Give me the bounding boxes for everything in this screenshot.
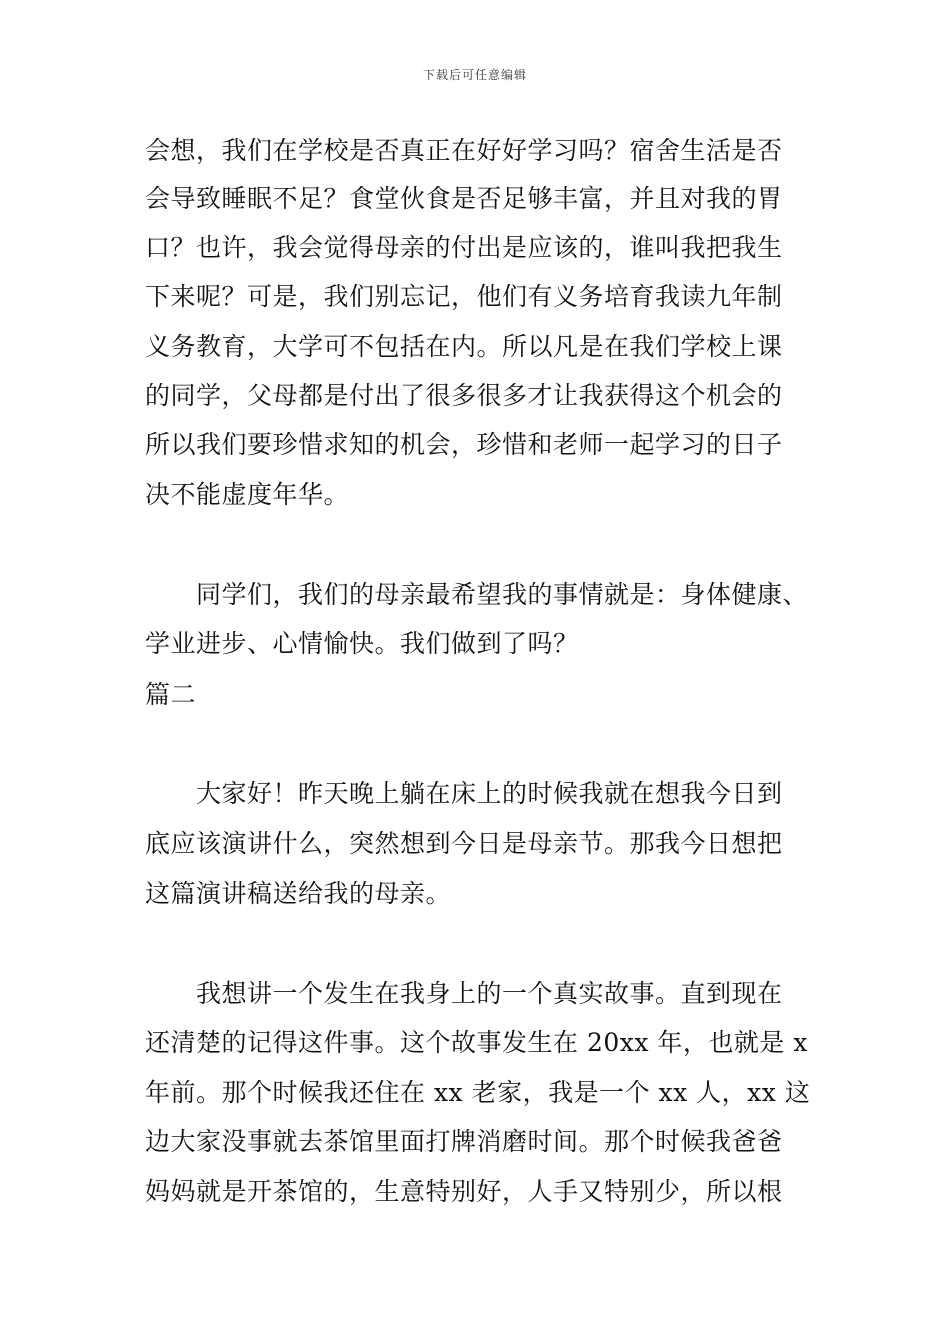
- text-line: 所以我们要珍惜求知的机会，珍惜和老师一起学习的日子: [145, 430, 783, 459]
- text-line: 底应该演讲什么，突然想到今日是母亲节。那我今日想把: [145, 829, 783, 858]
- text-line: 同学们，我们的母亲最希望我的事情就是：身体健康、: [145, 580, 809, 609]
- text-line: 年前。那个时候我还住在 xx 老家，我是一个 xx 人，xx 这: [145, 1078, 811, 1107]
- text-line: 会想，我们在学校是否真正在好好学习吗？宿舍生活是否: [145, 136, 783, 165]
- text-line: 的同学，父母都是付出了很多很多才让我获得这个机会的: [145, 381, 783, 410]
- page-header: 下载后可任意编辑: [422, 68, 527, 82]
- text-line: 我想讲一个发生在我身上的一个真实故事。直到现在: [145, 979, 783, 1008]
- text-line: 还清楚的记得这件事。这个故事发生在 20xx 年，也就是 x: [145, 1028, 808, 1057]
- text-line: 会导致睡眠不足？食堂伙食是否足够丰富，并且对我的胃: [145, 184, 783, 213]
- section-heading: 篇二: [145, 680, 197, 709]
- text-line: 下来呢？可是，我们别忘记，他们有义务培育我读九年制: [145, 282, 783, 311]
- text-line: 义务教育，大学可不包括在内。所以凡是在我们学校上课: [145, 332, 783, 361]
- text-line: 边大家没事就去茶馆里面打牌消磨时间。那个时候我爸爸: [145, 1127, 783, 1156]
- text-line: 决不能虚度年华。: [145, 480, 350, 509]
- text-line: 大家好！昨天晚上躺在床上的时候我就在想我今日到: [145, 779, 783, 808]
- text-line: 妈妈就是开茶馆的，生意特别好，人手又特别少，所以根: [145, 1177, 783, 1206]
- text-line: 这篇演讲稿送给我的母亲。: [145, 879, 452, 908]
- text-line: 学业进步、心情愉快。我们做到了吗？: [145, 629, 579, 658]
- text-line: 口？也许，我会觉得母亲的付出是应该的，谁叫我把我生: [145, 233, 783, 262]
